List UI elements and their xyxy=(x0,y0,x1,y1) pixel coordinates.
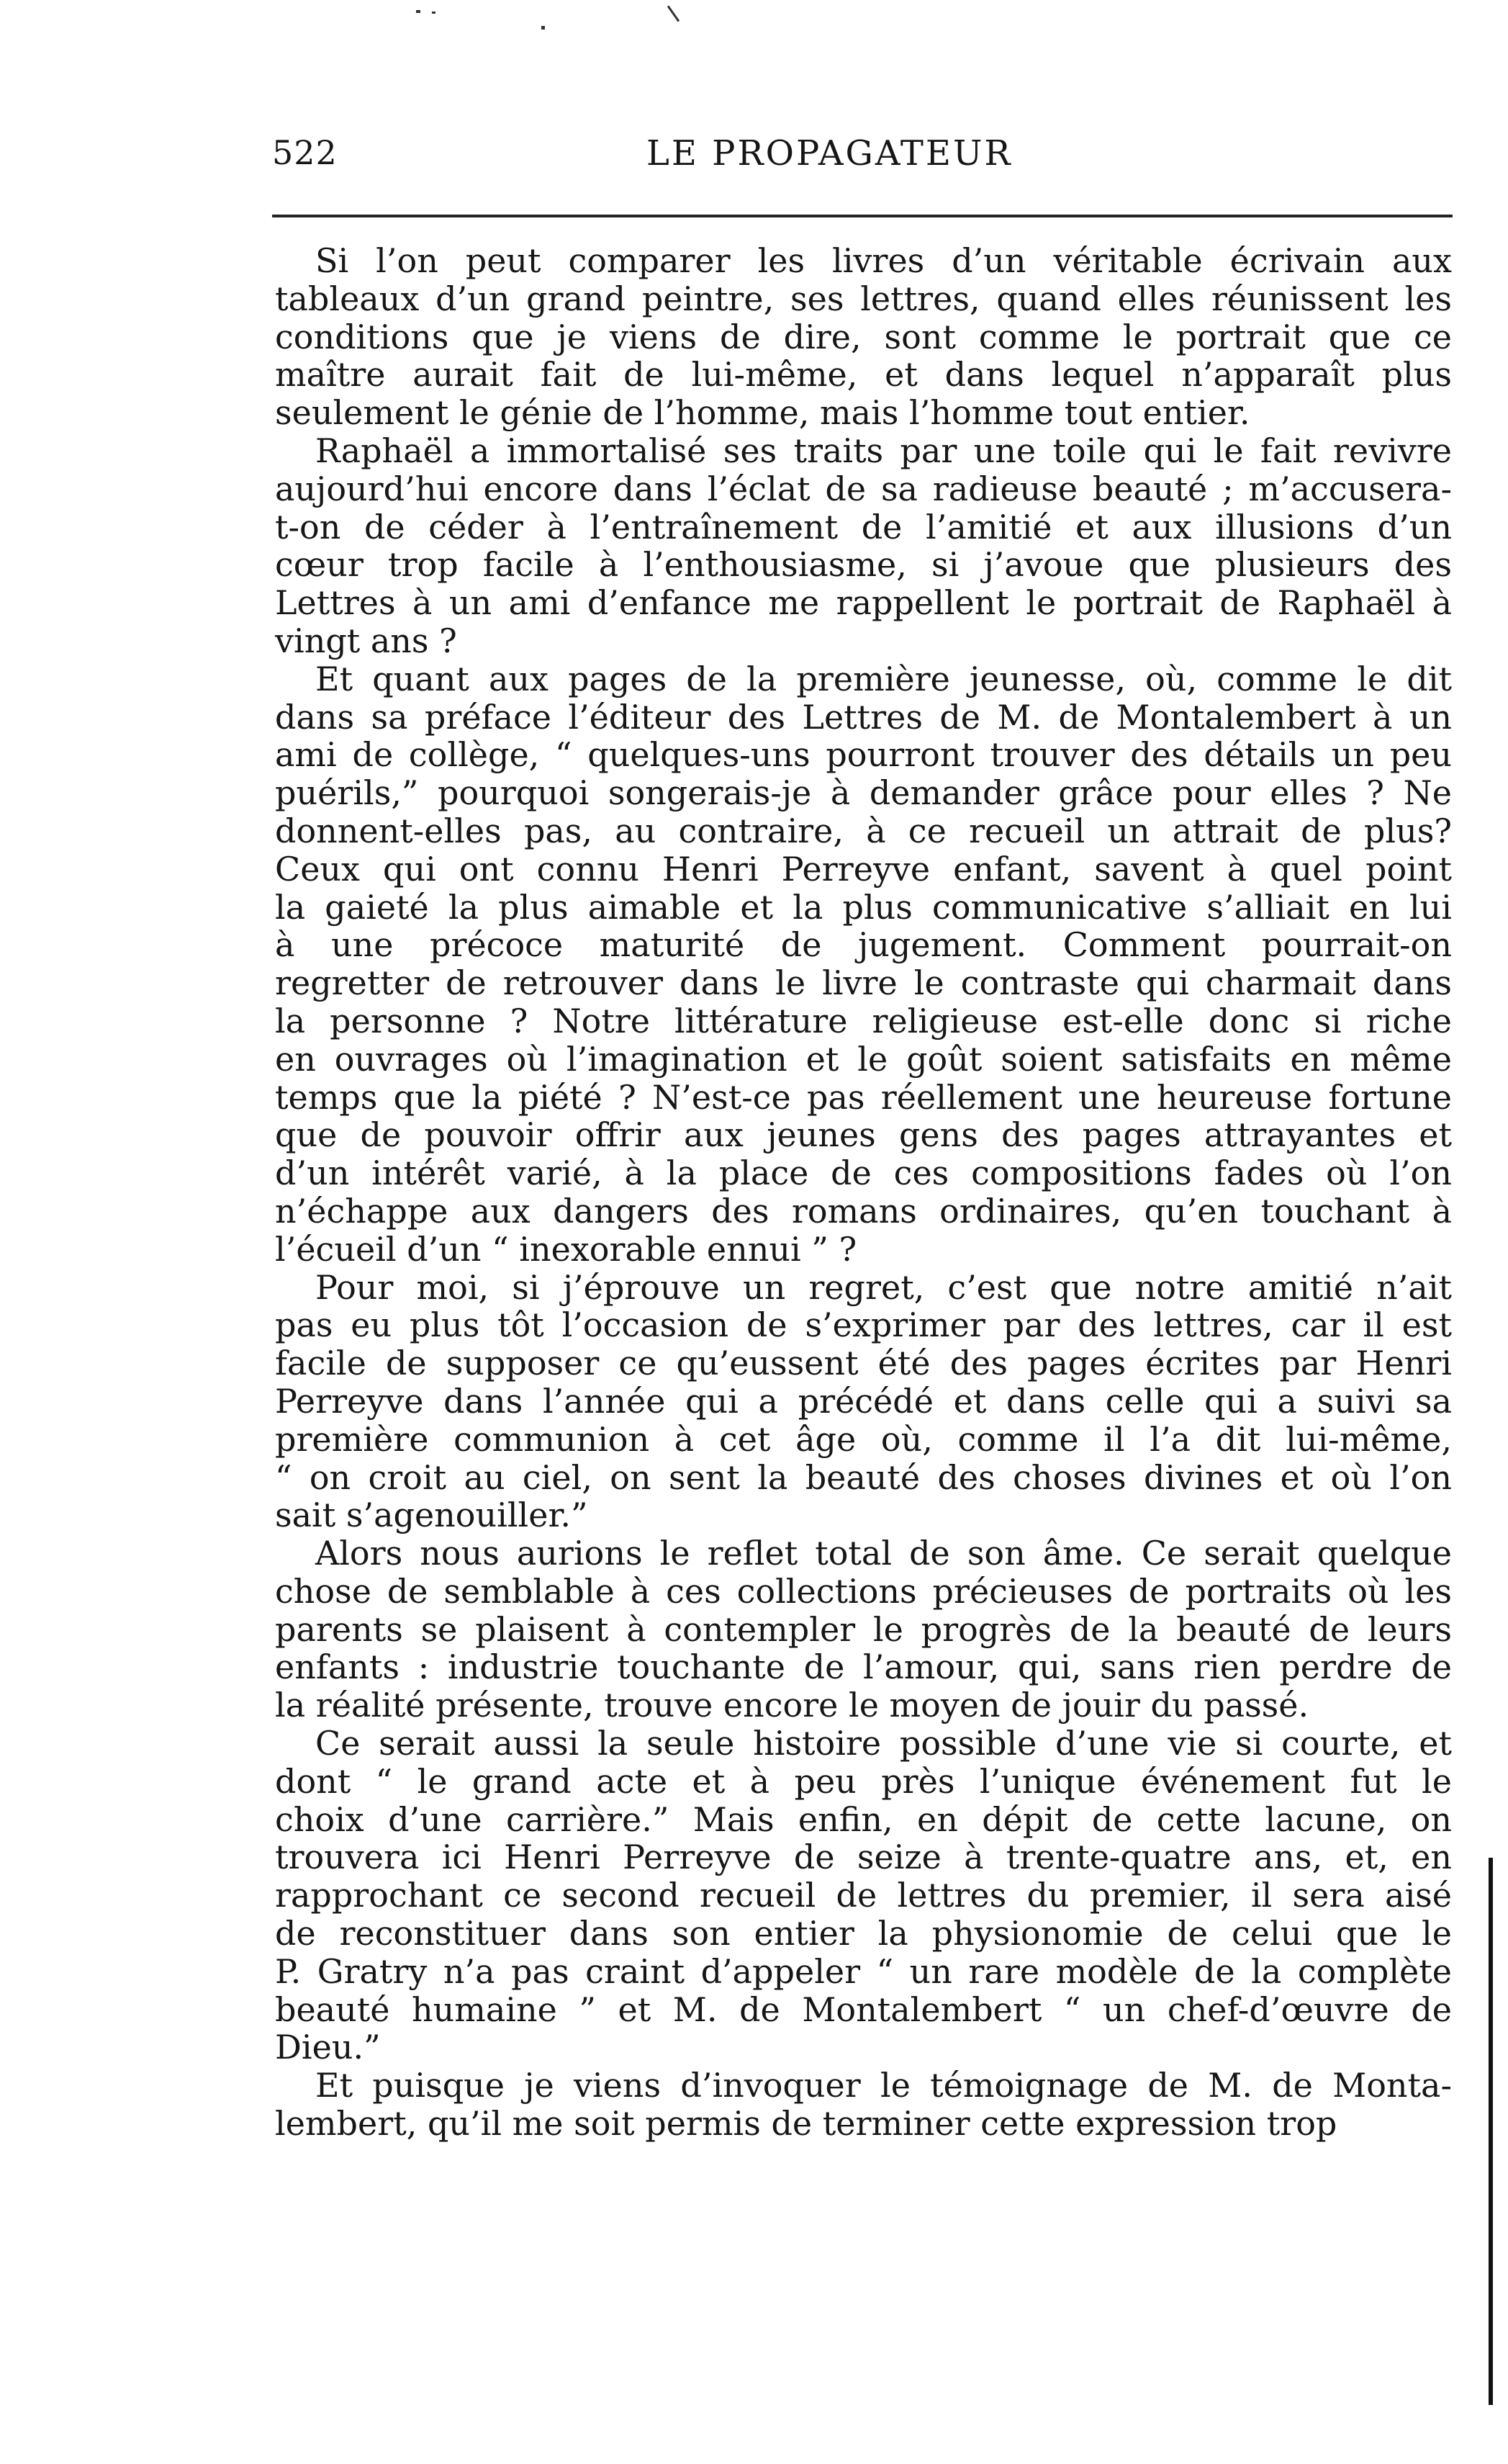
text-line: Dieu.” xyxy=(275,2028,381,2067)
text-line: maître aurait fait de lui-même, et dans lequel n’apparaît plus xyxy=(275,355,1452,395)
text-line: tableaux d’un grand peintre, ses lettres, quand elles réunissent les xyxy=(275,279,1452,318)
text-line: Ce serait aussi la seule histoire possible d’une vie si courte, et xyxy=(315,1724,1452,1763)
text-line: P. Gratry n’a pas craint d’appeler “ un rare modèle de la complète xyxy=(275,1951,1452,1991)
text-line: n’échappe aux dangers des romans ordinaires, qu’en touchant à xyxy=(275,1191,1452,1231)
text-line: beauté humaine ” et M. de Montalembert “ un chef-d’œuvre de xyxy=(275,1989,1452,2029)
text-line: de reconstituer dans son entier la physionomie de celui que le xyxy=(275,1914,1452,1953)
page-header xyxy=(272,133,1453,184)
paragraph xyxy=(275,1269,1452,1535)
text-line: la réalité présente, trouve encore le moyen de jouir du passé. xyxy=(275,1686,1309,1725)
text-line: “ on croit au ciel, on sent la beauté des choses divines et où l’on xyxy=(275,1457,1452,1497)
text-line: d’un intérêt varié, à la place de ces compositions fades où l’on xyxy=(275,1154,1452,1193)
ink-speck xyxy=(416,10,420,13)
scan-edge-mark xyxy=(1489,1858,1493,2405)
text-line: vingt ans ? xyxy=(275,621,457,660)
body-text xyxy=(275,242,1452,2143)
text-line: l’écueil d’un “ inexorable ennui ” ? xyxy=(275,1229,857,1269)
text-line: temps que la piété ? N’est-ce pas réellement une heureuse fortune xyxy=(275,1077,1452,1117)
text-line: à une précoce maturité de jugement. Comment pourrait-on xyxy=(275,925,1452,965)
text-line: lembert, qu’il me soit permis de terminer cette expression trop xyxy=(275,2104,1337,2144)
ink-speck xyxy=(432,12,435,14)
ink-speck xyxy=(667,5,679,22)
text-line: sait s’agenouiller.” xyxy=(275,1496,588,1535)
text-line: parents se plaisent à contempler le progrès de la beauté de leurs xyxy=(275,1609,1452,1649)
text-line: Et quant aux pages de la première jeunesse, où, comme le dit xyxy=(315,659,1452,698)
text-line: dont “ le grand acte et à peu près l’unique événement fut le xyxy=(275,1761,1452,1801)
paragraph xyxy=(275,1725,1452,2067)
text-line: conditions que je viens de dire, sont comme le portrait que ce xyxy=(275,317,1452,356)
text-line: ami de collège, “ quelques-uns pourront trouver des détails un peu xyxy=(275,735,1452,775)
text-line: enfants : industrie touchante de l’amour, qui, sans rien perdre de xyxy=(275,1647,1452,1687)
text-line: pas eu plus tôt l’occasion de s’exprimer par des lettres, car il est xyxy=(275,1305,1452,1345)
text-line: Alors nous aurions le reflet total de son âme. Ce serait quelque xyxy=(315,1534,1452,1573)
text-line: cœur trop facile à l’enthousiasme, si j’avoue que plusieurs des xyxy=(275,545,1452,585)
paragraph xyxy=(275,1534,1452,1725)
text-line: Raphaël a immortalisé ses traits par une toile qui le fait revivre xyxy=(315,431,1452,470)
ink-speck xyxy=(541,26,545,30)
text-line: trouvera ici Henri Perreyve de seize à trente-quatre ans, et, en xyxy=(275,1838,1452,1877)
text-line: Perreyve dans l’année qui a précédé et dans celle qui a suivi sa xyxy=(275,1381,1452,1421)
text-line: la gaieté la plus aimable et la plus communicative s’alliait en lui xyxy=(275,887,1452,927)
paragraph xyxy=(275,242,1452,432)
page-number: 522 xyxy=(272,133,338,172)
text-line: donnent-elles pas, au contraire, à ce recueil un attrait de plus? xyxy=(275,811,1452,850)
text-line: rapprochant ce second recueil de lettres du premier, il sera aisé xyxy=(275,1876,1452,1915)
text-line: Et puisque je viens d’invoquer le témoignage de M. de Monta- xyxy=(315,2066,1452,2105)
text-line: regretter de retrouver dans le livre le contraste qui charmait dans xyxy=(275,963,1452,1003)
text-line: Ceux qui ont connu Henri Perreyve enfant, savent à quel point xyxy=(275,849,1452,889)
text-line: choix d’une carrière.” Mais enfin, en dépit de cette lacune, on xyxy=(275,1799,1452,1839)
text-line: Si l’on peut comparer les livres d’un véritable écrivain aux xyxy=(315,241,1452,280)
text-line: en ouvrages où l’imagination et le goût soient satisfaits en même xyxy=(275,1039,1452,1079)
text-line: que de pouvoir offrir aux jeunes gens des pages attrayantes et xyxy=(275,1115,1452,1155)
text-line: la personne ? Notre littérature religieuse est-elle donc si riche xyxy=(275,1001,1452,1040)
running-title: LE PROPAGATEUR xyxy=(646,133,1013,174)
text-line: t-on de céder à l’entraînement de l’amitié et aux illusions d’un xyxy=(275,507,1452,547)
text-line: Lettres à un ami d’enfance me rappellent le portrait de Raphaël à xyxy=(275,583,1452,623)
text-line: première communion à cet âge où, comme il l’a dit lui-même, xyxy=(275,1419,1452,1459)
text-line: facile de supposer ce qu’eussent été des pages écrites par Henri xyxy=(275,1344,1452,1383)
text-line: dans sa préface l’éditeur des Lettres de M. de Montalembert à un xyxy=(275,697,1452,737)
text-line: chose de semblable à ces collections précieuses de portraits où les xyxy=(275,1571,1452,1611)
paragraph xyxy=(275,2067,1452,2143)
text-line: Pour moi, si j’éprouve un regret, c’est que notre amitié n’ait xyxy=(315,1267,1452,1307)
paragraph xyxy=(275,432,1452,660)
header-rule xyxy=(272,215,1453,217)
text-line: puérils,” pourquoi songerais-je à demander grâce pour elles ? Ne xyxy=(275,773,1452,813)
paragraph xyxy=(275,660,1452,1269)
text-line: aujourd’hui encore dans l’éclat de sa radieuse beauté ; m’accusera- xyxy=(275,469,1452,508)
text-line: seulement le génie de l’homme, mais l’homme tout entier. xyxy=(275,393,1250,433)
